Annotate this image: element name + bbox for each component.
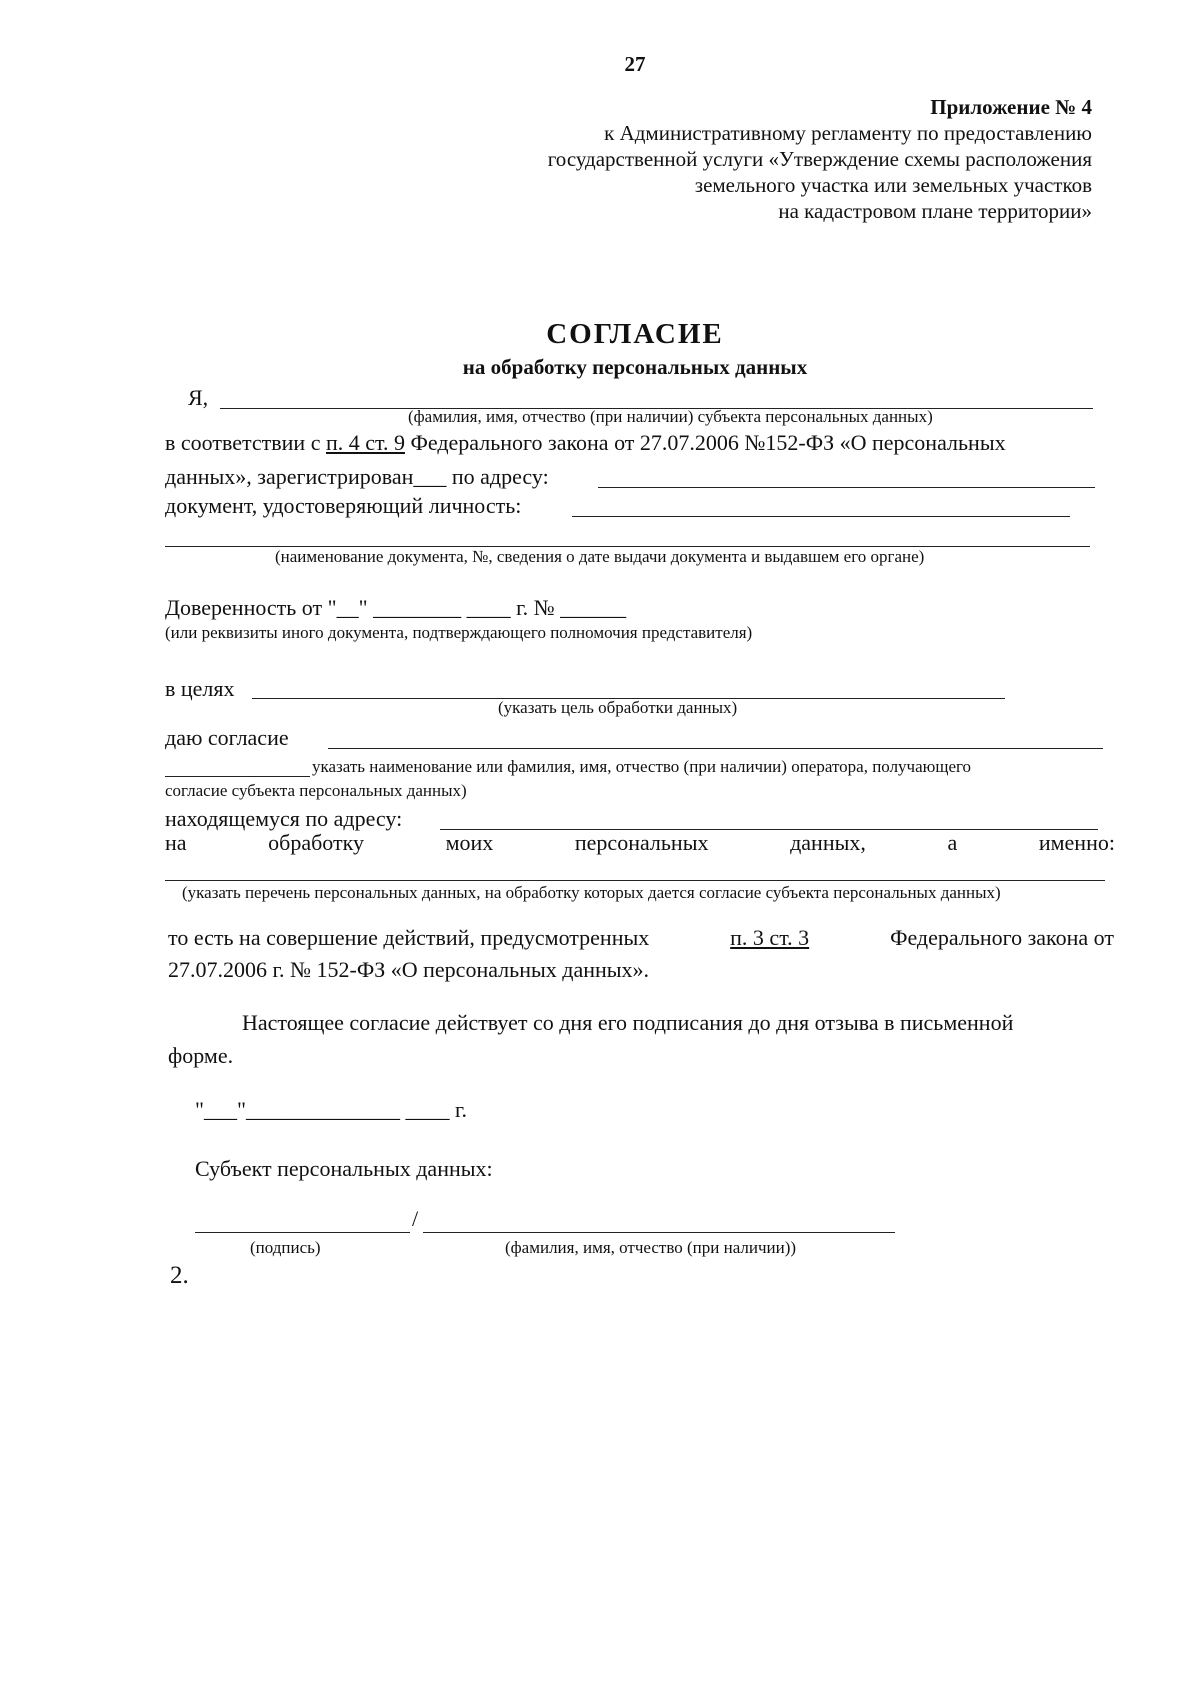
- caption-poa: (или реквизиты иного документа, подтверждающего полномочия представителя): [165, 623, 753, 642]
- fio-field[interactable]: [423, 1232, 895, 1233]
- registered-label: данных», зарегистрирован___ по адресу:: [165, 464, 549, 489]
- doc-field[interactable]: [572, 516, 1070, 517]
- appendix-line-4: на кадастровом плане территории»: [778, 199, 1092, 223]
- law-line: [165, 430, 1006, 456]
- caption-doc: (наименование документа, №, сведения о дате выдачи документа и выдавшем его органе): [275, 547, 925, 566]
- word-4: персональных: [574, 830, 709, 855]
- law-ref-link[interactable]: п. 4 ст. 9: [325, 430, 405, 455]
- actions-post: Федерального закона от: [890, 925, 1114, 950]
- document-subtitle: на обработку персональных данных: [462, 355, 808, 379]
- processing-line: [165, 830, 1115, 856]
- subject-label: Субъект персональных данных:: [195, 1156, 493, 1181]
- address-label: находящемуся по адресу:: [165, 806, 403, 831]
- operator-field[interactable]: [328, 748, 1103, 749]
- actions-line-2: 27.07.2006 г. № 152-ФЗ «О персональных данных».: [168, 957, 650, 982]
- actions-ref-link[interactable]: п. 3 ст. 3: [730, 925, 810, 950]
- consent-label: даю согласие: [165, 725, 289, 750]
- appendix-line-3: земельного участка или земельных участков: [694, 173, 1092, 197]
- word-6: а: [947, 830, 958, 855]
- i-label: Я,: [188, 385, 209, 410]
- appendix-line-1: к Административному регламенту по предоставлению: [604, 121, 1092, 145]
- law-line-pre: в соответствии с: [165, 430, 326, 455]
- page-number: 27: [624, 52, 646, 76]
- word-5: данных,: [790, 830, 866, 855]
- caption-operator-b: согласие субъекта персональных данных): [165, 781, 467, 800]
- slash: /: [412, 1206, 419, 1231]
- caption-operator-a: указать наименование или фамилия, имя, отчество (при наличии) оператора, получающего: [312, 757, 972, 776]
- appendix-line-2: государственной услуги «Утверждение схемы расположения: [547, 147, 1092, 171]
- signature-field[interactable]: [195, 1232, 410, 1233]
- purpose-label: в целях: [165, 676, 235, 701]
- doc-label: документ, удостоверяющий личность:: [165, 493, 522, 518]
- actions-line-1: [168, 925, 1114, 951]
- validity-line-1: Настоящее согласие действует со дня его подписания до дня отзыва в письменной: [242, 1010, 1014, 1035]
- address-field[interactable]: [598, 487, 1095, 488]
- item-number: 2.: [170, 1262, 189, 1289]
- word-3: моих: [445, 830, 494, 855]
- appendix-header: [548, 94, 1092, 224]
- word-2: обработку: [268, 830, 364, 855]
- validity-line-2: форме.: [168, 1043, 234, 1068]
- word-1: на: [165, 830, 187, 855]
- caption-signature: (подпись): [250, 1238, 321, 1257]
- power-of-attorney: Доверенность от "__" ________ ____ г. № ______: [165, 595, 627, 620]
- word-7: именно:: [1038, 830, 1115, 855]
- caption-subject: (фамилия, имя, отчество (при наличии) субъекта персональных данных): [408, 407, 933, 426]
- actions-pre: то есть на совершение действий, предусмотренных: [168, 925, 650, 950]
- data-list-field[interactable]: [165, 880, 1105, 881]
- appendix-title: Приложение № 4: [930, 95, 1092, 119]
- date-line[interactable]: "___"______________ ____ г.: [195, 1097, 468, 1122]
- operator-field-continued[interactable]: [165, 776, 310, 777]
- caption-fio: (фамилия, имя, отчество (при наличии)): [505, 1238, 797, 1257]
- caption-purpose: (указать цель обработки данных): [498, 698, 738, 717]
- caption-list: (указать перечень персональных данных, на обработку которых дается согласие субъекта персональных данных): [182, 883, 1001, 902]
- document-title: СОГЛАСИЕ: [546, 318, 724, 350]
- law-line-post: Федерального закона от 27.07.2006 №152-ФЗ «О персональных: [404, 430, 1006, 455]
